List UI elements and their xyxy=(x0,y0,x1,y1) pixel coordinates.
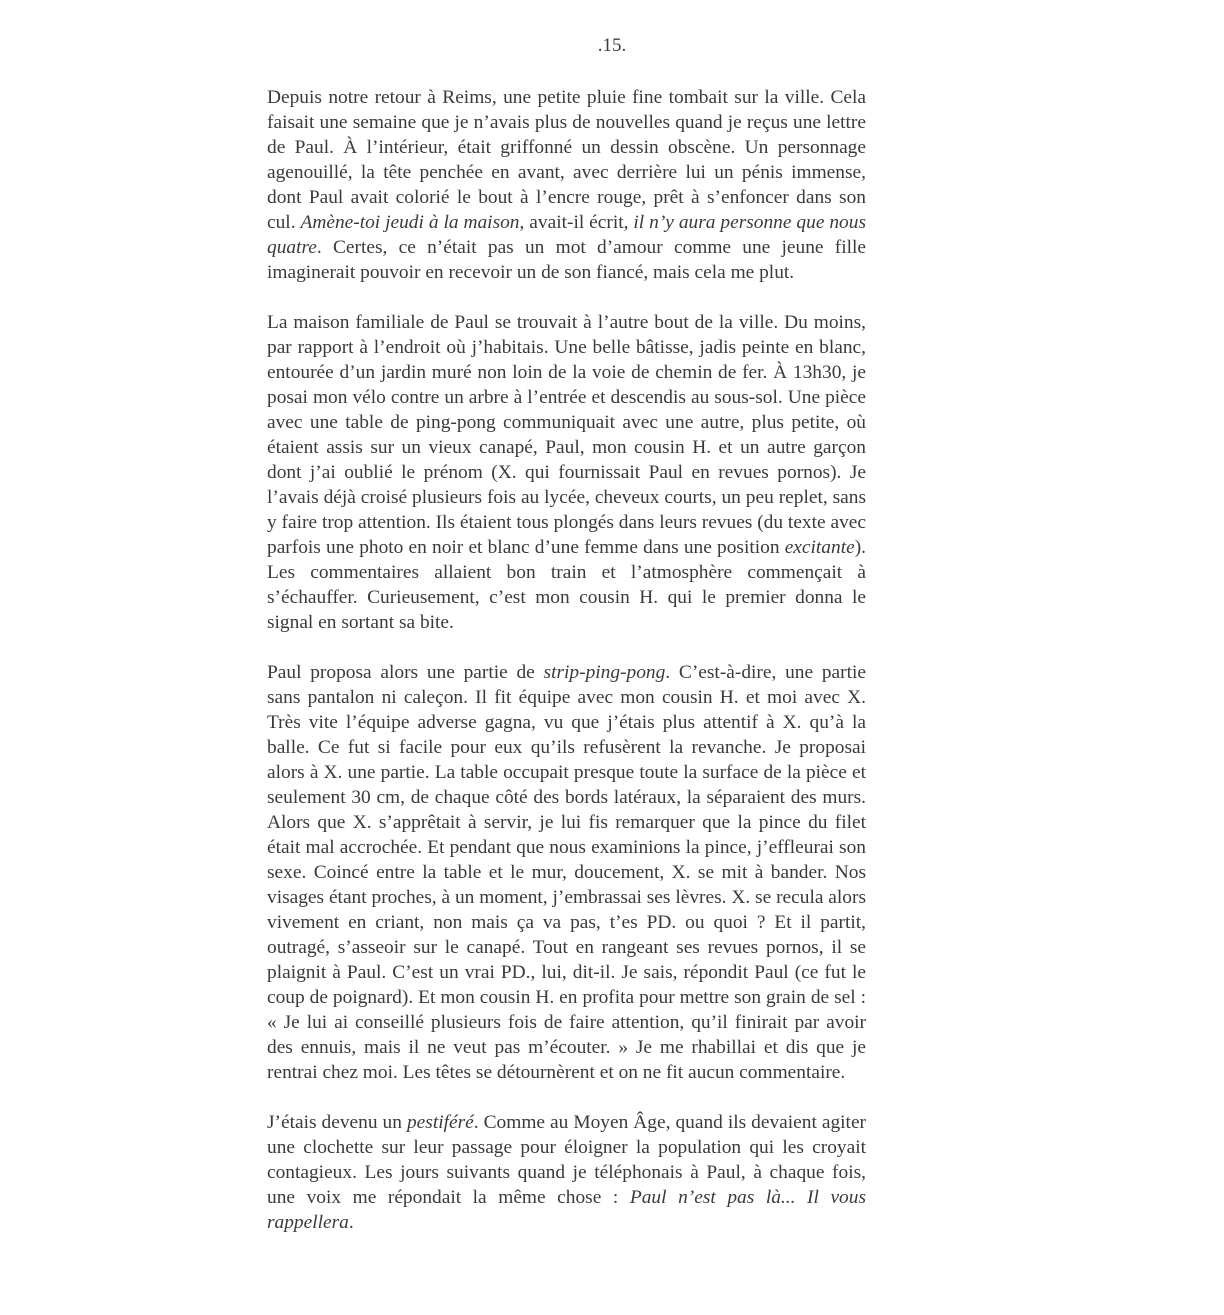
text-run: . xyxy=(348,1212,354,1233)
text-run: . Comme au Moyen Âge, quand ils devaient agiter une clochette sur leur passage pour éloigner la population qui les croyait contagieux. Les jours suivants quand je téléphonais à Paul, à chaque fois, une voix me répondait la même chose : xyxy=(267,1112,867,1208)
italic-text: excitante xyxy=(784,537,855,558)
text-run: . Certes, ce n’était pas un mot d’amour comme une jeune fille imaginerait pouvoir en recevoir un de son fiancé, mais cela me plut. xyxy=(267,237,866,283)
italic-text: Amène-toi jeudi à la maison xyxy=(300,212,520,233)
body-text xyxy=(267,85,866,1235)
text-run: , avait-il écrit, xyxy=(519,212,634,233)
text-run: Paul proposa alors une partie de xyxy=(267,662,544,683)
italic-text: Paul n’est pas là... Il vous rappellera xyxy=(267,1187,866,1233)
paragraph-2 xyxy=(267,310,866,635)
italic-text: strip-ping-pong xyxy=(543,662,666,683)
text-run: J’étais devenu un xyxy=(267,1112,407,1133)
text-run: . C’est-à-dire, une partie sans pantalon ni caleçon. Il fit équipe avec mon cousin H. et moi avec X. Très vite l’équipe adverse gagna, vu que j’étais plus attentif à X. qu’à la balle. Ce fut si facile pour eux qu’ils refusèrent la revanche. Je proposai alors à X. une partie. La table occupait presque toute la surface de la pièce et seulement 30 cm, de chaque côté des bords latéraux, la séparaient des murs. Alors que X. s’apprêtait à servir, je lui fis remarquer que la pince du filet était mal accrochée. Et pendant que nous examinions la pince, j’effleurai son sexe. Coincé entre la table et le mur, doucement, X. se mit à bander. Nos visages étant proches, à un moment, j’embrassai ses lèvres. X. se recula alors vivement en criant, non mais ça va pas, t’es PD. ou quoi ? Et il partit, outragé, s’asseoir sur le canapé. Tout en rangeant ses revues pornos, il se plaignit à Paul. C’est un vrai PD., lui, dit-il. Je sais, répondit Paul (ce fut le coup de poignard). Et mon cousin H. en profita pour mettre son grain de sel : « Je lui ai conseillé plusieurs fois de faire attention, qu’il finirait par avoir des ennuis, mais il ne veut pas m’écouter. » Je me rhabillai et dis que je rentrai chez moi. Les têtes se détournèrent et on ne fit aucun commentaire. xyxy=(267,662,866,1083)
italic-text: il n’y aura personne que nous quatre xyxy=(267,212,866,258)
paragraph-4 xyxy=(267,1110,866,1235)
text-run: Depuis notre retour à Reims, une petite pluie fine tombait sur la ville. Cela faisait une semaine que je n’avais plus de nouvelles quand je reçus une lettre de Paul. À l’intérieur, était griffonné un dessin obscène. Un personnage agenouillé, la tête penchée en avant, avec derrière lui un pénis immense, dont Paul avait colorié le bout à l’encre rouge, prêt à s’enfoncer dans son cul. xyxy=(267,87,866,233)
italic-text: pestiféré xyxy=(406,1112,474,1133)
text-run: ). Les commentaires allaient bon train et l’atmosphère commençait à s’échauffer. Curieusement, c’est mon cousin H. qui le premier donna le signal en sortant sa bite. xyxy=(267,537,866,633)
page-number: .15. xyxy=(597,35,627,56)
text-run: La maison familiale de Paul se trouvait à l’autre bout de la ville. Du moins, par rapport à l’endroit où j’habitais. Une belle bâtisse, jadis peinte en blanc, entourée d’un jardin muré non loin de la voie de chemin de fer. À 13h30, je posai mon vélo contre un arbre à l’entrée et descendis au sous-sol. Une pièce avec une table de ping-pong communiquait avec une autre, plus petite, où étaient assis sur un vieux canapé, Paul, mon cousin H. et un autre garçon dont j’ai oublié le prénom (X. qui fournissait Paul en revues pornos). Je l’avais déjà croisé plusieurs fois au lycée, cheveux courts, un peu replet, sans y faire trop attention. Ils étaient tous plongés dans leurs revues (du texte avec parfois une photo en noir et blanc d’une femme dans une position xyxy=(267,312,866,558)
paragraph-1 xyxy=(267,85,866,285)
paragraph-3 xyxy=(267,660,866,1085)
